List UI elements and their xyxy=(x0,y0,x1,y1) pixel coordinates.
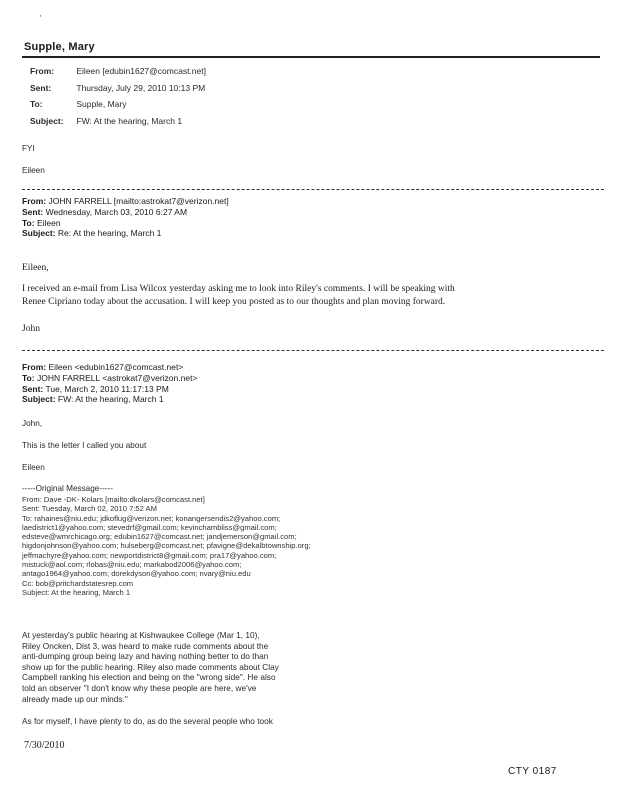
m3-sent-label: Sent: xyxy=(22,383,44,394)
separator-2 xyxy=(22,350,604,351)
original-message-marker: -----Original Message----- xyxy=(22,484,113,493)
bates-number: CTY 0187 xyxy=(508,766,557,777)
sent-value: Thursday, July 29, 2010 10:13 PM xyxy=(76,83,206,93)
m2-body-line-1: I received an e-mail from Lisa Wilcox yesterday asking me to look into Riley's comments. I will be speaking with xyxy=(22,284,455,294)
orig-body-line: told an observer "I don't know why these people are here, we've xyxy=(22,682,257,693)
from-label: From: xyxy=(30,66,55,76)
m2-from-label: From: xyxy=(22,196,47,206)
original-body xyxy=(22,630,279,704)
orig-to-line: higdonjohnson@yahoo.com; hulseberg@comcast.net; pfavigne@dekalbtownship.org; xyxy=(22,541,311,551)
m3-to: JOHN FARRELL <astrokat7@verizon.net> xyxy=(36,372,198,383)
message1-signoff: Eileen xyxy=(22,166,45,175)
m3-subject-label: Subject: xyxy=(22,394,56,405)
original-closing-line: As for myself, I have plenty to do, as do the several people who took xyxy=(22,716,273,726)
subject-value: FW: At the hearing, March 1 xyxy=(76,116,183,126)
orig-to-line: laedistrict1@yahoo.com; stevedrf@gmail.com; kevinchambliss@gmail.com; xyxy=(22,522,277,532)
orig-body-line: anti-dumping group being lazy and having nothing better to do than xyxy=(22,651,269,662)
m3-subject: FW: At the hearing, March 1 xyxy=(57,394,164,405)
m3-sent: Tue, March 2, 2010 11:17:13 PM xyxy=(45,383,169,394)
mailbox-owner: Supple, Mary xyxy=(24,41,95,53)
m2-subject: Re: At the hearing, March 1 xyxy=(57,228,162,239)
m3-signoff: Eileen xyxy=(22,463,45,472)
m2-from: JOHN FARRELL [mailto:astrokat7@verizon.net] xyxy=(48,196,229,206)
outlook-to-row xyxy=(30,99,126,109)
orig-body-line: Campbell ranking his election and being on the "wrong side". He also xyxy=(22,672,276,683)
outlook-from-row xyxy=(30,66,206,76)
print-date: 7/30/2010 xyxy=(24,740,65,751)
orig-to-line: To: rahaines@niu.edu; jdkoflug@verizon.net; konangersendis2@yahoo.com; xyxy=(22,513,281,523)
message3-header xyxy=(22,362,197,405)
to-value: Supple, Mary xyxy=(76,99,127,109)
orig-cc-line: Cc: bob@pritchardstatesrep.com xyxy=(22,578,134,588)
m2-to-label: To: xyxy=(22,217,35,228)
orig-body-line: At yesterday's public hearing at Kishwaukee College (Mar 1, 10), xyxy=(22,630,260,640)
m2-signoff: John xyxy=(22,324,40,334)
orig-sent-line: Sent: Tuesday, March 02, 2010 7:52 AM xyxy=(22,504,157,514)
orig-from-line: From: Dave -DK- Kolars [mailto:dkolars@comcast.net] xyxy=(22,495,205,504)
separator-1 xyxy=(22,189,604,190)
from-value: Eileen [edubin1627@comcast.net] xyxy=(76,66,206,76)
orig-body-line: show up for the public hearing. Riley also made comments about Clay xyxy=(22,661,279,672)
orig-body-line: already made up our minds." xyxy=(22,693,128,704)
orig-to-line: antago1964@yahoo.com; dorekdyson@yahoo.com; nvary@niu.edu xyxy=(22,569,251,579)
orig-to-line: mistuck@aol.com; rlobas@niu.edu; markabod2006@yahoo.com; xyxy=(22,560,242,570)
m2-greeting: Eileen, xyxy=(22,263,49,273)
message1-fyi: FYI xyxy=(22,144,35,153)
orig-body-line: Riley Oncken, Dist 3, was heard to make rude comments about the xyxy=(22,640,269,651)
m2-body-line-2: Renee Cipriano today about the accusation. I will keep you posted as to our thoughts and plan moving forward. xyxy=(22,297,446,307)
m3-greeting: John, xyxy=(22,419,43,428)
subject-label: Subject: xyxy=(30,116,64,126)
orig-to-line: edsteve@wmrchicago.org; edubin1627@comcast.net; jandjemerson@gmail.com; xyxy=(22,532,297,542)
m3-from-label: From: xyxy=(22,362,47,372)
to-label: To: xyxy=(30,99,43,109)
orig-subject-line: Subject: At the hearing, March 1 xyxy=(22,587,131,597)
sent-label: Sent: xyxy=(30,83,52,93)
m2-sent-label: Sent: xyxy=(22,206,44,217)
m2-to: Eileen xyxy=(36,217,61,228)
m3-body: This is the letter I called you about xyxy=(22,441,147,450)
header-rule xyxy=(22,56,600,58)
message2-header xyxy=(22,196,229,239)
m2-sent: Wednesday, March 03, 2010 6:27 AM xyxy=(45,206,188,217)
outlook-sent-row xyxy=(30,83,205,93)
m3-from: Eileen <edubin1627@comcast.net> xyxy=(48,362,184,372)
m2-subject-label: Subject: xyxy=(22,228,56,239)
page-mark: ' xyxy=(40,14,42,23)
m3-to-label: To: xyxy=(22,372,35,383)
outlook-subject-row xyxy=(30,116,182,126)
original-header xyxy=(22,495,311,597)
orig-to-line: jeffmachyre@yahoo.com; newportdistrict8@gmail.com; pra17@yahoo.com; xyxy=(22,550,277,560)
